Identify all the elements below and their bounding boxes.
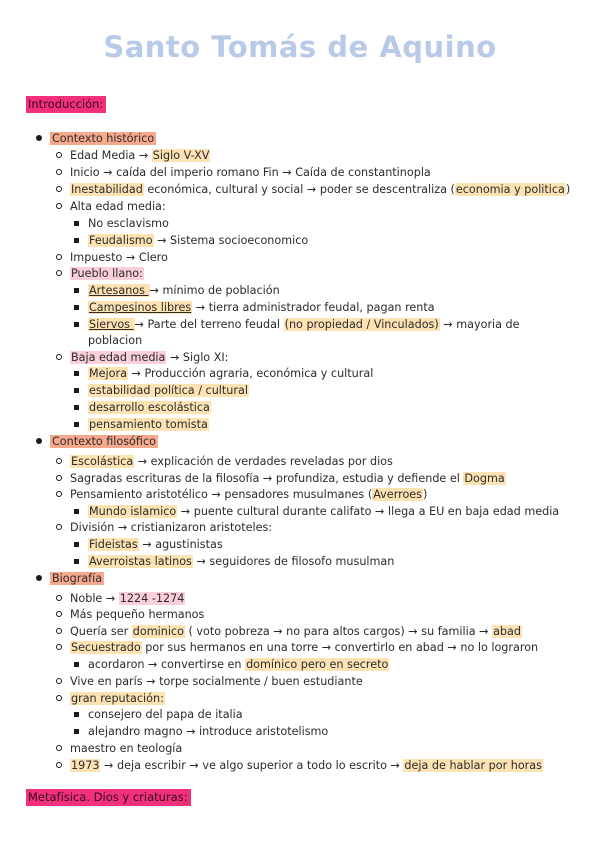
list-item: Edad Media → Siglo V-XV [70, 149, 210, 163]
bullet-contexto-filosofico [52, 435, 158, 449]
bullet-contexto-historico [52, 132, 156, 146]
list-item: Feudalismo → Sistema socioeconomico [88, 234, 308, 248]
list-item: Inestabilidad económica, cultural y social → poder se descentraliza (economia y politica) [70, 183, 570, 197]
list-item: Siervos → Parte del terreno feudal (no propiedad / Vinculados) → mayoria de [88, 318, 520, 332]
section-heading-intro: Introducción: [26, 96, 106, 113]
list-item: División → cristianizaron aristoteles: [70, 521, 272, 535]
list-item: Inicio → caída del imperio romano Fin → Caída de constantinopla [70, 166, 431, 180]
list-item: estabilidad política / cultural [88, 384, 249, 398]
list-item: Más pequeño hermanos [70, 608, 204, 622]
list-item: Pueblo llano: [70, 267, 144, 281]
list-item: Vive en parís → torpe socialmente / buen estudiante [70, 675, 363, 689]
list-item: Alta edad media: [70, 200, 166, 214]
list-item: Baja edad media → Siglo XI: [70, 351, 228, 365]
list-item: Secuestrado por sus hermanos en una torre → convertirlo en abad → no lo lograron [70, 641, 538, 655]
list-item: gran reputación: [70, 692, 165, 706]
list-item: Pensamiento aristotélico → pensadores musulmanes (Averroes) [70, 488, 427, 502]
list-item: Mundo islamico → puente cultural durante califato → llega a EU en baja edad media [88, 505, 559, 519]
list-item: Quería ser dominico ( voto pobreza → no para altos cargos) → su familia → abad [70, 625, 522, 639]
list-item: desarrollo escolástica [88, 401, 211, 415]
list-item: Artesanos → mínimo de población [88, 284, 280, 298]
list-item: acordaron → convertirse en domínico pero en secreto [88, 658, 389, 672]
section-heading-metafisica: Metafísica. Díos y criaturas: [26, 789, 191, 806]
list-item: Fideistas → agustinistas [88, 538, 223, 552]
list-item: No esclavismo [88, 217, 169, 231]
list-item: pensamiento tomista [88, 418, 209, 432]
list-item: Impuesto → Clero [70, 251, 168, 265]
list-item-continuation: poblacion [88, 334, 143, 347]
list-item: Escolástica → explicación de verdades reveladas por dios [70, 455, 393, 469]
page-title: Santo Tomás de Aquino [103, 30, 497, 64]
list-item: alejandro magno → introduce aristotelismo [88, 725, 328, 739]
list-item: 1973 → deja escribir → ve algo superior a todo lo escrito → deja de hablar por horas [70, 759, 543, 773]
heading-biografia: Biografía [52, 572, 103, 585]
list-item: consejero del papa de italia [88, 708, 243, 722]
list-item: Averroistas latinos → seguidores de filosofo musulman [88, 555, 394, 569]
list-item: Noble → 1224 -1274 [70, 592, 185, 606]
list-item: Sagradas escrituras de la filosofía → profundiza, estudia y defiende el Dogma [70, 472, 506, 486]
list-item: maestro en teología [70, 742, 182, 756]
list-item: Campesinos libres → tierra administrador feudal, pagan renta [88, 301, 435, 315]
bullet-biografia [52, 572, 104, 586]
heading-contexto-filosofico: Contexto filosófico [52, 435, 156, 448]
heading-contexto-historico: Contexto histórico [52, 132, 155, 145]
list-item: Mejora → Producción agraria, económica y cultural [88, 367, 373, 381]
